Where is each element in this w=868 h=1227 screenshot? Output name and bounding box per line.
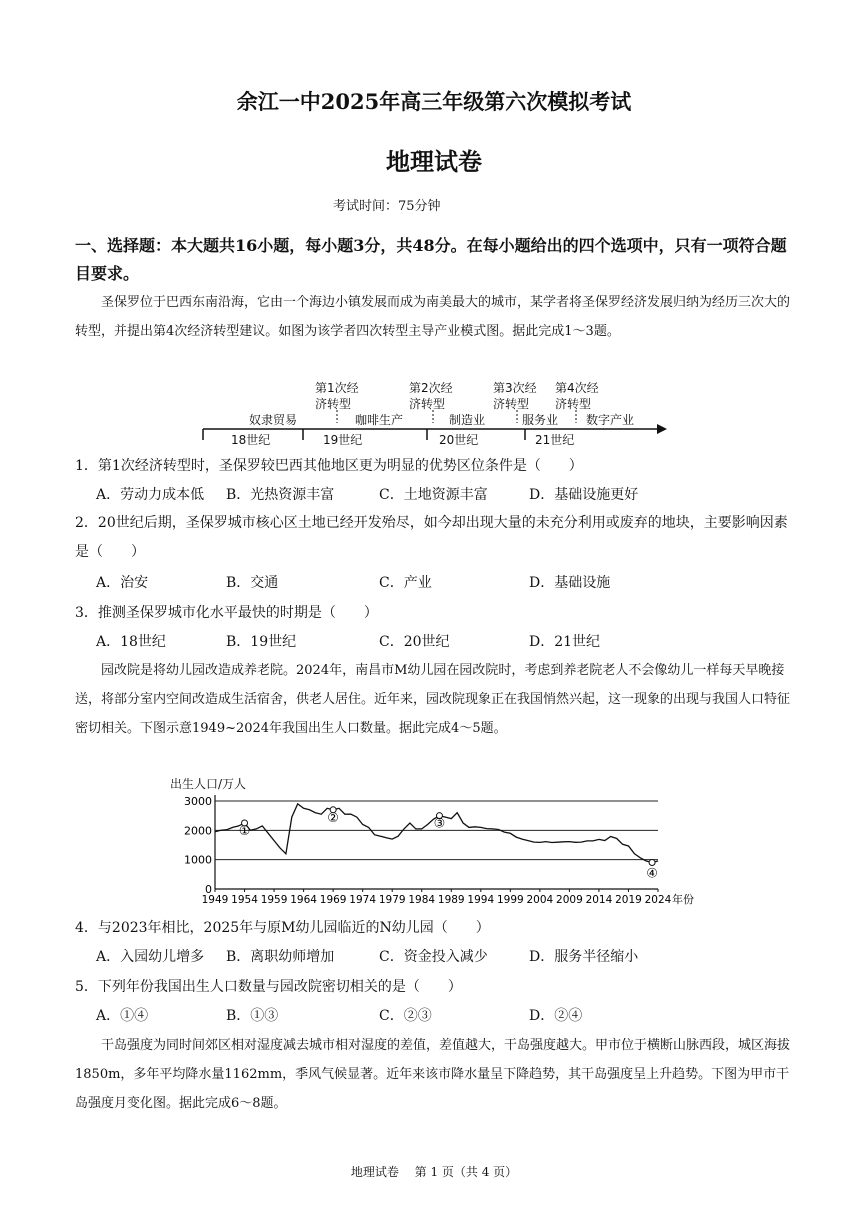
century-18: 18世纪 bbox=[231, 433, 271, 447]
q1-option-d: D．基础设施更好 bbox=[529, 487, 639, 503]
question-2: 2．20世纪后期，圣保罗城市核心区土地已经开发殆尽，如今却出现大量的未充分利用或废弃的地块，主要影响因素是（ ） bbox=[75, 515, 788, 560]
x-tick-label: 2019 bbox=[615, 894, 642, 906]
q5-option-b: B．①③ bbox=[226, 1008, 279, 1024]
q4-option-c: C．资金投入减少 bbox=[379, 949, 488, 965]
q4-option-d: D．服务半径缩小 bbox=[529, 949, 639, 965]
x-tick-label: 1949 bbox=[201, 894, 229, 906]
chart-ylabel: 出生人口/万人 bbox=[170, 777, 247, 791]
x-tick-label: 1959 bbox=[260, 894, 288, 906]
y-tick-label: 1000 bbox=[184, 853, 212, 867]
q1-option-c: C．土地资源丰富 bbox=[379, 487, 488, 503]
q2-option-a: A．治安 bbox=[96, 575, 149, 591]
question-3: 3．推测圣保罗城市化水平最快的时期是（ ） bbox=[75, 605, 378, 621]
industry-services: 服务业 bbox=[522, 413, 559, 427]
x-tick-label: 1989 bbox=[437, 894, 465, 906]
marker-label: ① bbox=[238, 824, 251, 839]
x-tick-label: 1954 bbox=[231, 894, 258, 906]
x-tick-label: 1974 bbox=[349, 894, 377, 906]
marker-label: ② bbox=[327, 810, 339, 826]
industry-digital: 数字产业 bbox=[586, 413, 635, 427]
section-heading: 一、选择题：本大题共16小题，每小题3分，共48分。在每小题给出的四个选项中，只有一项符合题目要求。 bbox=[75, 236, 787, 283]
subject-title: 地理试卷 bbox=[386, 147, 482, 176]
series-line bbox=[215, 804, 658, 863]
question-1: 1．第1次经济转型时，圣保罗较巴西其他地区更为明显的优势区位条件是（ ） bbox=[75, 458, 583, 474]
y-tick-label: 3000 bbox=[184, 795, 212, 808]
birth-chart-svg bbox=[165, 775, 710, 910]
passage-kindergarten: 园改院是将幼儿园改造成养老院。2024年，南昌市M幼儿园在园改院时，考虑到养老院老人不会像幼儿一样每天早晚接送，将部分室内空间改造成生活宿舍，供老人居住。近年来，园改院现象正在我国悄然兴起，这一现象的出现与我国人口特征密切相关。下图示意1949~2024年我国出生人口数量。据此完成4～5题。 bbox=[75, 663, 791, 736]
question-5: 5．下列年份我国出生人口数量与园改院密切相关的是（ ） bbox=[75, 979, 462, 995]
q3-option-a: A．18世纪 bbox=[96, 634, 166, 650]
q2-option-c: C．产业 bbox=[379, 575, 432, 591]
q2-option-b: B．交通 bbox=[226, 575, 279, 591]
x-tick-label: 1994 bbox=[467, 894, 495, 906]
footer-page: 第 1 页（共 4 页） bbox=[414, 1165, 518, 1179]
industry-slave-trade: 奴隶贸易 bbox=[249, 413, 298, 427]
x-tick-label: 1964 bbox=[290, 894, 317, 906]
y-tick-label: 0 bbox=[205, 883, 212, 896]
q3-option-b: B．19世纪 bbox=[226, 634, 297, 650]
marker-label: ④ bbox=[646, 866, 658, 882]
industry-coffee: 咖啡生产 bbox=[355, 413, 404, 427]
exam-title: 余江一中2025年高三年级第六次模拟考试 bbox=[236, 89, 632, 114]
q3-option-c: C．20世纪 bbox=[379, 634, 450, 650]
q1-option-b: B．光热资源丰富 bbox=[226, 487, 335, 503]
transition-3: 第3次经济转型 bbox=[493, 381, 537, 411]
x-tick-label: 2024 bbox=[644, 894, 672, 906]
question-4: 4．与2023年相比，2025年与原M幼儿园临近的N幼儿园（ ） bbox=[75, 920, 490, 936]
birth-chart bbox=[165, 775, 710, 910]
q5-option-a: A．①④ bbox=[96, 1008, 149, 1024]
century-19: 19世纪 bbox=[323, 433, 363, 447]
x-tick-label: 1999 bbox=[496, 894, 524, 906]
x-tick-label: 1969 bbox=[319, 894, 347, 906]
transition-4: 第4次经济转型 bbox=[555, 381, 599, 411]
century-20: 20世纪 bbox=[439, 433, 479, 447]
transition-1: 第1次经济转型 bbox=[315, 381, 359, 411]
industry-manufacturing: 制造业 bbox=[449, 413, 486, 427]
passage-dry-island: 干岛强度为同时间郊区相对湿度减去城市相对湿度的差值，差值越大，干岛强度越大。甲市位于横断山脉西段，城区海拔1850m，多年平均降水量1162mm，季风气候显著。近年来该市降水量呈下降趋势，其干岛强度呈上升趋势。下图为甲市干岛强度月变化图。据此完成6～8题。 bbox=[75, 1038, 791, 1111]
marker-point bbox=[649, 860, 655, 866]
x-tick-label: 1979 bbox=[378, 894, 406, 906]
footer-subject: 地理试卷 bbox=[350, 1165, 399, 1179]
passage-sao-paulo: 圣保罗位于巴西东南沿海，它由一个海边小镇发展而成为南美最大的城市，某学者将圣保罗经济发展归纳为经历三次大的转型，并提出第4次经济转型建议。如图为该学者四次转型主导产业模式图。据此完成1～3题。 bbox=[75, 295, 791, 339]
timeline-figure bbox=[195, 378, 675, 448]
y-tick-label: 2000 bbox=[184, 824, 212, 838]
q1-option-a: A．劳动力成本低 bbox=[96, 487, 205, 503]
transition-2: 第2次经济转型 bbox=[409, 381, 453, 411]
q4-option-b: B．离职幼师增加 bbox=[226, 949, 335, 965]
x-axis-label: 年份 bbox=[672, 893, 694, 906]
x-tick-label: 2004 bbox=[526, 894, 554, 906]
x-tick-label: 1984 bbox=[408, 894, 436, 906]
page-footer bbox=[0, 1163, 868, 1180]
x-tick-label: 2014 bbox=[585, 894, 613, 906]
q5-option-c: C．②③ bbox=[379, 1008, 432, 1024]
q2-option-d: D．基础设施 bbox=[529, 575, 611, 591]
x-tick-label: 2009 bbox=[556, 894, 583, 906]
exam-time: 考试时间：75分钟 bbox=[333, 199, 441, 214]
q3-option-d: D．21世纪 bbox=[529, 634, 601, 650]
century-21: 21世纪 bbox=[535, 433, 575, 447]
q4-option-a: A．入园幼儿增多 bbox=[96, 949, 205, 965]
q5-option-d: D．②④ bbox=[529, 1008, 583, 1024]
marker-label: ③ bbox=[433, 816, 446, 832]
